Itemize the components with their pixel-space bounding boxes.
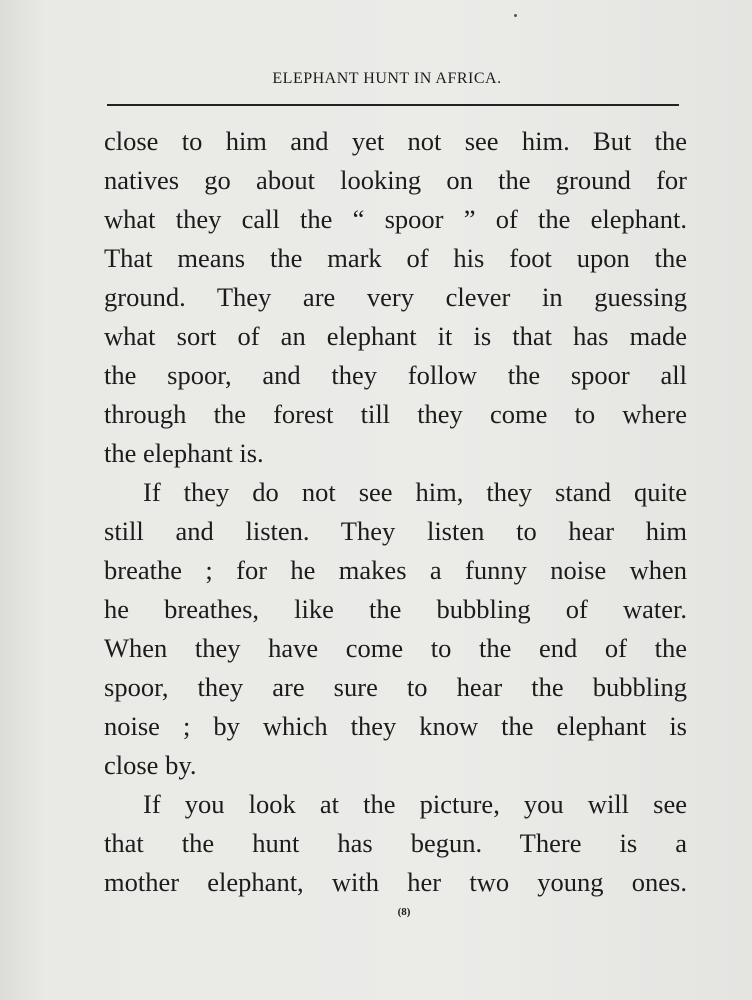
text-line: what sort of an elephant it is that has made bbox=[104, 321, 687, 351]
running-head: ELEPHANT HUNT IN AFRICA. bbox=[272, 70, 502, 87]
text-line: If they do not see him, they stand quite bbox=[143, 477, 687, 507]
text-line: through the forest till they come to where bbox=[104, 399, 687, 429]
text-line: that the hunt has begun. There is a bbox=[104, 828, 687, 858]
text-line: If you look at the picture, you will see bbox=[143, 789, 687, 819]
text-line: noise ; by which they know the elephant is bbox=[104, 711, 687, 741]
ink-speck bbox=[514, 14, 517, 17]
text-line: spoor, they are sure to hear the bubbling bbox=[104, 672, 687, 702]
text-line: still and listen. They listen to hear him bbox=[104, 516, 687, 546]
text-line: natives go about looking on the ground for bbox=[104, 165, 687, 195]
text-line: what they call the “ spoor ” of the elephant. bbox=[104, 204, 687, 234]
text-line: That means the mark of his foot upon the bbox=[104, 243, 687, 273]
text-line: close by. bbox=[104, 750, 197, 780]
text-line: When they have come to the end of the bbox=[104, 633, 687, 663]
text-line: mother elephant, with her two young ones. bbox=[104, 867, 687, 897]
text-line: ground. They are very clever in guessing bbox=[104, 282, 687, 312]
text-line: the elephant is. bbox=[104, 438, 264, 468]
text-line: breathe ; for he makes a funny noise when bbox=[104, 555, 687, 585]
text-line: close to him and yet not see him. But the bbox=[104, 126, 687, 156]
body-text bbox=[104, 122, 687, 902]
text-line: the spoor, and they follow the spoor all bbox=[104, 360, 687, 390]
head-rule bbox=[107, 104, 679, 106]
text-line: he breathes, like the bubbling of water. bbox=[104, 594, 687, 624]
page-number: (8) bbox=[397, 906, 411, 918]
